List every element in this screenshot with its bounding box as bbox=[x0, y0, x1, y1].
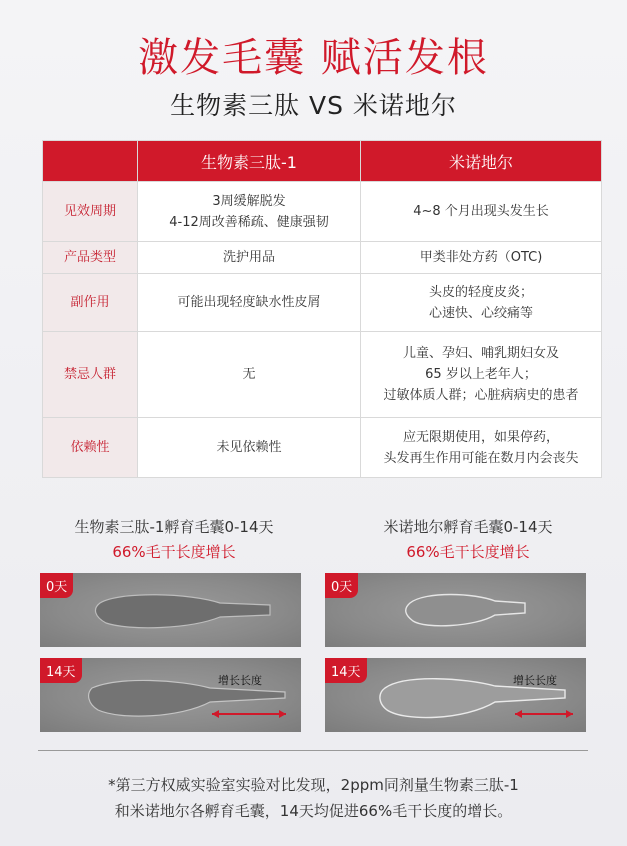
table-cell bbox=[361, 182, 602, 242]
right-caption-title: 米诺地尔孵育毛囊0-14天 bbox=[383, 518, 553, 536]
comparison-table bbox=[42, 140, 602, 478]
left-caption bbox=[24, 516, 324, 562]
row-label: 副作用 bbox=[43, 274, 138, 332]
row-label: 产品类型 bbox=[43, 242, 138, 274]
biotin-day0-photo bbox=[40, 573, 301, 647]
page-title: 激发毛囊 赋活发根 bbox=[138, 35, 489, 81]
table-cell bbox=[138, 332, 361, 418]
table-cell bbox=[138, 418, 361, 478]
cell-text: 头发再生作用可能在数月内会丧失 bbox=[383, 450, 579, 466]
table-row bbox=[43, 332, 602, 418]
growth-label: 增长长度 bbox=[513, 674, 557, 687]
table-row bbox=[43, 242, 602, 274]
day-14-tag: 14天 bbox=[325, 658, 367, 683]
cell-text: 未见依赖性 bbox=[216, 440, 282, 455]
cell-text: 头皮的轻度皮炎； bbox=[428, 284, 533, 300]
left-caption-result: 66%毛干长度增长 bbox=[112, 543, 236, 561]
table-row bbox=[43, 274, 602, 332]
table-cell bbox=[361, 242, 602, 274]
table-row bbox=[43, 182, 602, 242]
table-cell bbox=[138, 274, 361, 332]
table-cell bbox=[138, 242, 361, 274]
cell-text: 应无限期使用，如果停药， bbox=[402, 429, 559, 445]
table-corner-cell bbox=[43, 141, 138, 182]
cell-text: 心速快、心绞痛等 bbox=[428, 305, 533, 321]
day-0-tag: 0天 bbox=[325, 573, 358, 598]
right-caption-result: 66%毛干长度增长 bbox=[406, 543, 530, 561]
right-caption bbox=[318, 516, 618, 562]
cell-text: 4~8 个月出现头发生长 bbox=[413, 204, 549, 219]
table-row bbox=[43, 418, 602, 478]
table-cell bbox=[361, 418, 602, 478]
cell-text: 65 岁以上老年人； bbox=[425, 367, 537, 382]
table-cell bbox=[138, 182, 361, 242]
page-subtitle: 生物素三肽 VS 米诺地尔 bbox=[170, 91, 457, 120]
cell-text: 可能出现轻度缺水性皮屑 bbox=[177, 295, 321, 310]
hair-follicle-image bbox=[325, 573, 586, 647]
row-label: 禁忌人群 bbox=[43, 332, 138, 418]
minoxidil-day14-photo bbox=[325, 658, 586, 732]
table-header-row bbox=[43, 141, 602, 182]
footnote bbox=[0, 772, 627, 824]
divider bbox=[38, 750, 588, 751]
cell-text: 甲类非处方药（OTC) bbox=[419, 250, 543, 265]
cell-text: 儿童、孕妇、哺乳期妇女及 bbox=[402, 346, 559, 361]
table-cell bbox=[361, 332, 602, 418]
cell-text: 过敏体质人群；心脏病病史的患者 bbox=[383, 388, 579, 403]
day-0-tag: 0天 bbox=[40, 573, 73, 598]
row-label: 依赖性 bbox=[43, 418, 138, 478]
day-14-tag: 14天 bbox=[40, 658, 82, 683]
cell-text: 4-12周改善稀疏、健康强韧 bbox=[169, 214, 329, 230]
table-cell bbox=[361, 274, 602, 332]
cell-text: 无 bbox=[242, 367, 256, 382]
cell-text: 3周缓解脱发 bbox=[212, 193, 286, 209]
growth-label: 增长长度 bbox=[218, 674, 262, 687]
row-label: 见效周期 bbox=[43, 182, 138, 242]
cell-text: 洗护用品 bbox=[222, 250, 275, 265]
minoxidil-day0-photo bbox=[325, 573, 586, 647]
footnote-line: *第三方权威实验室实验对比发现，2ppm同剂量生物素三肽-1 bbox=[108, 776, 519, 794]
hair-follicle-image bbox=[40, 573, 301, 647]
left-caption-title: 生物素三肽-1孵育毛囊0-14天 bbox=[74, 518, 274, 536]
column-header-biotin: 生物素三肽-1 bbox=[138, 141, 361, 182]
column-header-minoxidil: 米诺地尔 bbox=[361, 141, 602, 182]
biotin-day14-photo bbox=[40, 658, 301, 732]
footnote-line: 和米诺地尔各孵育毛囊，14天均促进66%毛干长度的增长。 bbox=[114, 802, 513, 820]
